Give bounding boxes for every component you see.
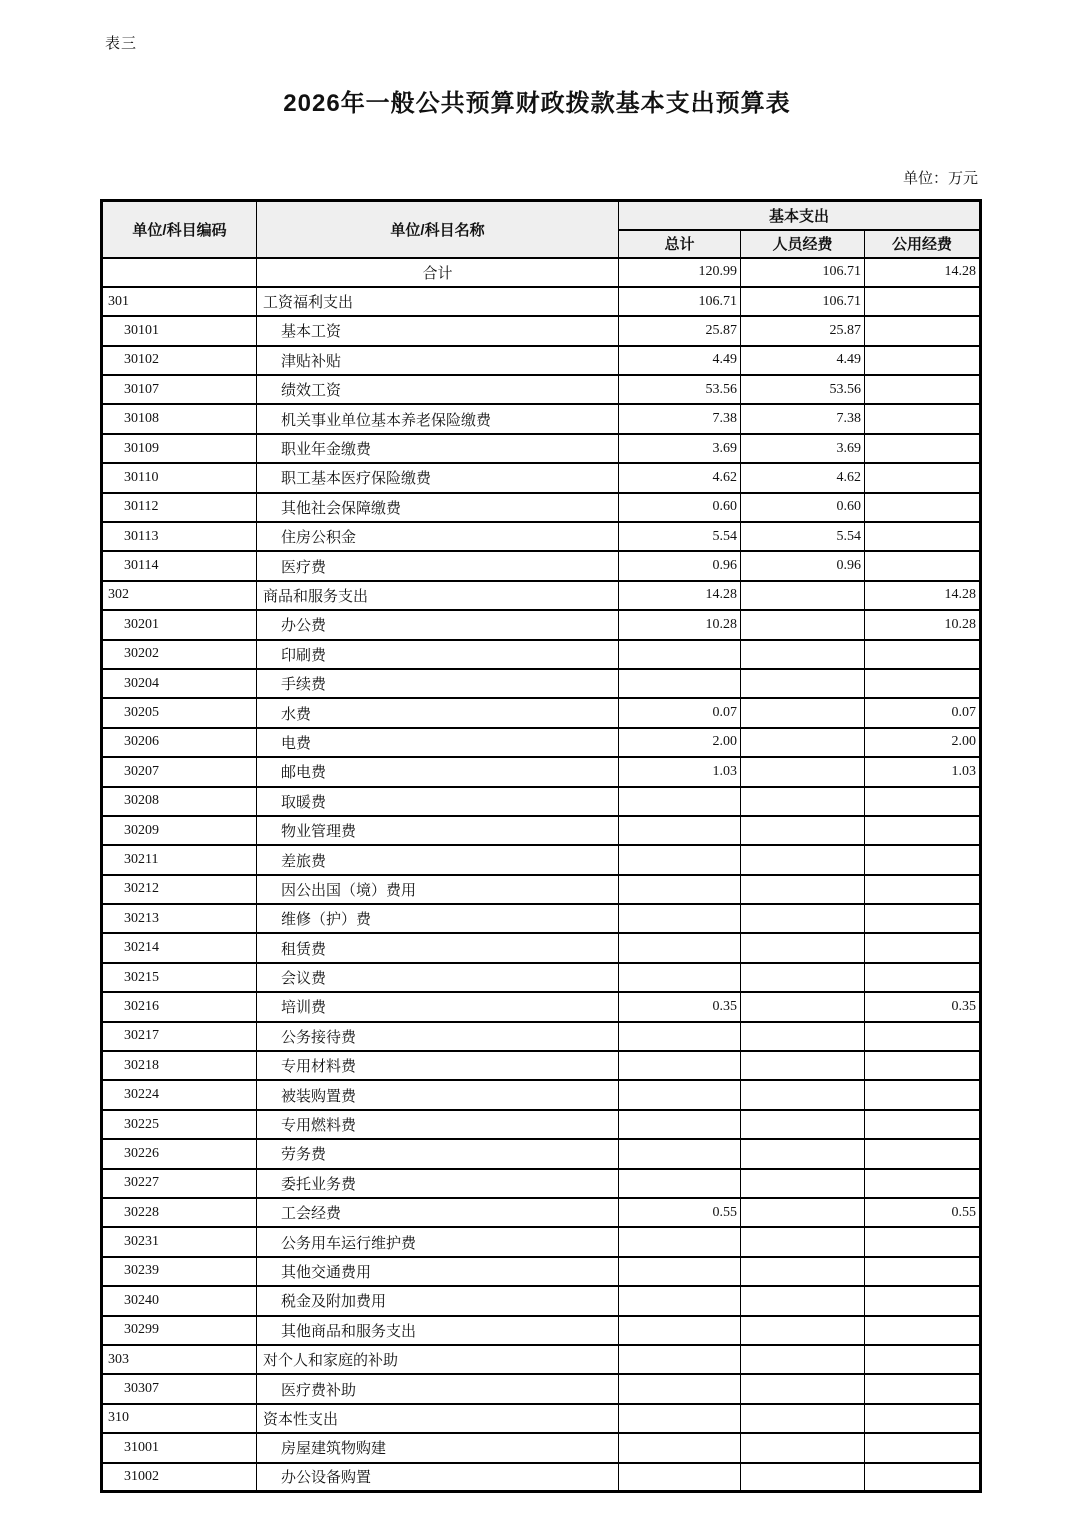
cell-name: 物业管理费 <box>257 816 619 845</box>
cell-personnel <box>741 933 865 962</box>
cell-total <box>619 787 741 816</box>
cell-total <box>619 1227 741 1256</box>
cell-code: 30109 <box>102 434 257 463</box>
cell-total: 4.62 <box>619 463 741 492</box>
cell-public <box>865 346 981 375</box>
cell-name: 职工基本医疗保险缴费 <box>257 463 619 492</box>
table-row <box>102 757 981 786</box>
cell-total <box>619 1374 741 1403</box>
table-row <box>102 904 981 933</box>
cell-code: 30211 <box>102 845 257 874</box>
cell-name: 津贴补贴 <box>257 346 619 375</box>
cell-personnel <box>741 1227 865 1256</box>
page-title: 2026年一般公共预算财政拨款基本支出预算表 <box>283 90 791 117</box>
cell-total: 106.71 <box>619 287 741 316</box>
cell-name: 委托业务费 <box>257 1169 619 1198</box>
table-header <box>102 201 981 258</box>
cell-public <box>865 1110 981 1139</box>
cell-code: 301 <box>102 287 257 316</box>
cell-total <box>619 1169 741 1198</box>
cell-code: 30239 <box>102 1257 257 1286</box>
cell-public <box>865 933 981 962</box>
table-row <box>102 551 981 580</box>
unit-note: 单位：万元 <box>902 171 978 187</box>
cell-code: 30201 <box>102 610 257 639</box>
cell-code: 30202 <box>102 640 257 669</box>
table-row <box>102 1169 981 1198</box>
table-row <box>102 1080 981 1109</box>
cell-personnel <box>741 816 865 845</box>
cell-name: 印刷费 <box>257 640 619 669</box>
budget-table <box>100 199 982 1493</box>
cell-name: 劳务费 <box>257 1139 619 1168</box>
table-row <box>102 816 981 845</box>
table-row <box>102 1051 981 1080</box>
cell-personnel <box>741 640 865 669</box>
cell-code: 30218 <box>102 1051 257 1080</box>
cell-name: 资本性支出 <box>257 1404 619 1433</box>
cell-name: 专用材料费 <box>257 1051 619 1080</box>
cell-total <box>619 1316 741 1345</box>
cell-public <box>865 1257 981 1286</box>
cell-personnel: 0.96 <box>741 551 865 580</box>
cell-personnel <box>741 1345 865 1374</box>
cell-total <box>619 1080 741 1109</box>
cell-name: 因公出国（境）费用 <box>257 875 619 904</box>
table-row <box>102 493 981 522</box>
cell-code: 30209 <box>102 816 257 845</box>
header-group-basic-expenditure: 基本支出 <box>619 201 981 230</box>
cell-total: 4.49 <box>619 346 741 375</box>
cell-name: 对个人和家庭的补助 <box>257 1345 619 1374</box>
cell-name: 维修（护）费 <box>257 904 619 933</box>
cell-personnel: 4.49 <box>741 346 865 375</box>
table-row <box>102 640 981 669</box>
cell-public <box>865 1463 981 1492</box>
table-row <box>102 787 981 816</box>
cell-personnel <box>741 963 865 992</box>
cell-code: 31001 <box>102 1433 257 1462</box>
table-row <box>102 434 981 463</box>
cell-public <box>865 845 981 874</box>
cell-total <box>619 1433 741 1462</box>
cell-code: 30112 <box>102 493 257 522</box>
cell-total: 14.28 <box>619 581 741 610</box>
cell-personnel <box>741 1257 865 1286</box>
cell-public: 10.28 <box>865 610 981 639</box>
cell-name: 差旅费 <box>257 845 619 874</box>
cell-code: 310 <box>102 1404 257 1433</box>
table-row <box>102 1110 981 1139</box>
cell-personnel <box>741 875 865 904</box>
cell-code: 30227 <box>102 1169 257 1198</box>
cell-public <box>865 1169 981 1198</box>
table-row <box>102 1374 981 1403</box>
table-row <box>102 698 981 727</box>
cell-public: 1.03 <box>865 757 981 786</box>
table-row <box>102 1463 981 1492</box>
cell-code: 30216 <box>102 992 257 1021</box>
cell-public <box>865 1139 981 1168</box>
table-row <box>102 728 981 757</box>
cell-total: 0.60 <box>619 493 741 522</box>
cell-total <box>619 845 741 874</box>
table-row <box>102 992 981 1021</box>
cell-code: 30226 <box>102 1139 257 1168</box>
corner-label: 表三 <box>105 36 138 52</box>
cell-code: 30225 <box>102 1110 257 1139</box>
cell-total: 0.96 <box>619 551 741 580</box>
cell-public <box>865 1316 981 1345</box>
header-personnel: 人员经费 <box>741 230 865 258</box>
cell-name: 电费 <box>257 728 619 757</box>
table-row <box>102 1316 981 1345</box>
cell-name: 住房公积金 <box>257 522 619 551</box>
table-row <box>102 463 981 492</box>
cell-public <box>865 1345 981 1374</box>
cell-total <box>619 1110 741 1139</box>
cell-personnel <box>741 1463 865 1492</box>
cell-public <box>865 669 981 698</box>
cell-name: 机关事业单位基本养老保险缴费 <box>257 404 619 433</box>
cell-code: 30208 <box>102 787 257 816</box>
table-body <box>102 258 981 1492</box>
cell-personnel: 3.69 <box>741 434 865 463</box>
cell-public <box>865 404 981 433</box>
table-row <box>102 1139 981 1168</box>
table-row <box>102 316 981 345</box>
cell-name: 商品和服务支出 <box>257 581 619 610</box>
cell-name: 医疗费 <box>257 551 619 580</box>
header-name: 单位/科目名称 <box>257 201 619 258</box>
header-row-top <box>102 201 981 230</box>
cell-total: 7.38 <box>619 404 741 433</box>
cell-name: 基本工资 <box>257 316 619 345</box>
cell-total: 3.69 <box>619 434 741 463</box>
cell-personnel <box>741 787 865 816</box>
cell-personnel: 106.71 <box>741 287 865 316</box>
cell-public <box>865 1227 981 1256</box>
cell-personnel <box>741 1110 865 1139</box>
cell-name: 培训费 <box>257 992 619 1021</box>
cell-name: 专用燃料费 <box>257 1110 619 1139</box>
cell-public <box>865 963 981 992</box>
cell-total: 53.56 <box>619 375 741 404</box>
cell-name: 绩效工资 <box>257 375 619 404</box>
cell-name: 合计 <box>257 258 619 287</box>
table-row <box>102 522 981 551</box>
cell-public <box>865 1080 981 1109</box>
cell-personnel: 25.87 <box>741 316 865 345</box>
cell-public <box>865 434 981 463</box>
cell-code: 30108 <box>102 404 257 433</box>
table-row <box>102 1198 981 1227</box>
cell-code: 30114 <box>102 551 257 580</box>
cell-total <box>619 875 741 904</box>
table-row <box>102 581 981 610</box>
cell-code: 30240 <box>102 1286 257 1315</box>
cell-code: 302 <box>102 581 257 610</box>
cell-personnel: 4.62 <box>741 463 865 492</box>
header-public: 公用经费 <box>865 230 981 258</box>
cell-code: 30224 <box>102 1080 257 1109</box>
cell-name: 公务用车运行维护费 <box>257 1227 619 1256</box>
cell-total <box>619 1463 741 1492</box>
table-row <box>102 875 981 904</box>
table-row <box>102 963 981 992</box>
cell-personnel <box>741 1169 865 1198</box>
cell-code: 30212 <box>102 875 257 904</box>
cell-code: 30231 <box>102 1227 257 1256</box>
cell-code: 30110 <box>102 463 257 492</box>
cell-public <box>865 640 981 669</box>
cell-code: 30107 <box>102 375 257 404</box>
cell-total <box>619 640 741 669</box>
cell-personnel <box>741 728 865 757</box>
cell-personnel: 106.71 <box>741 258 865 287</box>
cell-name: 取暖费 <box>257 787 619 816</box>
cell-name: 办公费 <box>257 610 619 639</box>
cell-total <box>619 1345 741 1374</box>
table-row <box>102 1257 981 1286</box>
table-row <box>102 1227 981 1256</box>
cell-total <box>619 904 741 933</box>
cell-public <box>865 1051 981 1080</box>
cell-personnel <box>741 1051 865 1080</box>
cell-public <box>865 787 981 816</box>
cell-public <box>865 1433 981 1462</box>
cell-total <box>619 1051 741 1080</box>
cell-public <box>865 375 981 404</box>
table-row <box>102 375 981 404</box>
cell-public <box>865 493 981 522</box>
cell-code: 30215 <box>102 963 257 992</box>
cell-code: 30204 <box>102 669 257 698</box>
cell-personnel <box>741 1433 865 1462</box>
table-row <box>102 845 981 874</box>
cell-code: 30205 <box>102 698 257 727</box>
cell-personnel <box>741 610 865 639</box>
cell-total <box>619 1257 741 1286</box>
table-row <box>102 669 981 698</box>
cell-total: 120.99 <box>619 258 741 287</box>
cell-total: 10.28 <box>619 610 741 639</box>
cell-code: 30228 <box>102 1198 257 1227</box>
cell-public <box>865 816 981 845</box>
cell-code: 30217 <box>102 1022 257 1051</box>
cell-public: 2.00 <box>865 728 981 757</box>
cell-code <box>102 258 257 287</box>
table-row <box>102 1022 981 1051</box>
cell-total: 5.54 <box>619 522 741 551</box>
cell-personnel <box>741 1404 865 1433</box>
cell-total <box>619 816 741 845</box>
cell-public <box>865 875 981 904</box>
cell-public <box>865 522 981 551</box>
cell-personnel <box>741 757 865 786</box>
cell-public <box>865 551 981 580</box>
cell-personnel <box>741 1286 865 1315</box>
cell-personnel <box>741 904 865 933</box>
cell-name: 公务接待费 <box>257 1022 619 1051</box>
cell-total: 1.03 <box>619 757 741 786</box>
cell-name: 手续费 <box>257 669 619 698</box>
cell-name: 邮电费 <box>257 757 619 786</box>
cell-name: 税金及附加费用 <box>257 1286 619 1315</box>
cell-public <box>865 287 981 316</box>
cell-personnel <box>741 669 865 698</box>
cell-personnel <box>741 1198 865 1227</box>
cell-total <box>619 963 741 992</box>
cell-code: 30206 <box>102 728 257 757</box>
cell-name: 租赁费 <box>257 933 619 962</box>
table-row <box>102 610 981 639</box>
cell-personnel <box>741 992 865 1021</box>
table-row <box>102 1404 981 1433</box>
cell-personnel: 7.38 <box>741 404 865 433</box>
cell-code: 303 <box>102 1345 257 1374</box>
cell-code: 30214 <box>102 933 257 962</box>
table-row <box>102 933 981 962</box>
header-total: 总计 <box>619 230 741 258</box>
cell-name: 会议费 <box>257 963 619 992</box>
cell-name: 办公设备购置 <box>257 1463 619 1492</box>
cell-name: 其他商品和服务支出 <box>257 1316 619 1345</box>
cell-personnel <box>741 1022 865 1051</box>
cell-name: 其他交通费用 <box>257 1257 619 1286</box>
cell-code: 31002 <box>102 1463 257 1492</box>
table-row <box>102 346 981 375</box>
cell-public: 0.55 <box>865 1198 981 1227</box>
cell-total: 25.87 <box>619 316 741 345</box>
cell-public <box>865 316 981 345</box>
cell-personnel <box>741 1374 865 1403</box>
cell-personnel: 0.60 <box>741 493 865 522</box>
cell-total <box>619 1139 741 1168</box>
cell-public <box>865 1022 981 1051</box>
cell-name: 水费 <box>257 698 619 727</box>
cell-total <box>619 1404 741 1433</box>
cell-total <box>619 669 741 698</box>
cell-personnel <box>741 1316 865 1345</box>
cell-total <box>619 933 741 962</box>
cell-name: 被装购置费 <box>257 1080 619 1109</box>
cell-personnel: 53.56 <box>741 375 865 404</box>
cell-code: 30299 <box>102 1316 257 1345</box>
cell-public <box>865 463 981 492</box>
header-code: 单位/科目编码 <box>102 201 257 258</box>
cell-total: 2.00 <box>619 728 741 757</box>
cell-total: 0.55 <box>619 1198 741 1227</box>
table-row <box>102 1286 981 1315</box>
cell-code: 30213 <box>102 904 257 933</box>
table-row <box>102 287 981 316</box>
cell-public <box>865 1286 981 1315</box>
cell-name: 工会经费 <box>257 1198 619 1227</box>
cell-name: 其他社会保障缴费 <box>257 493 619 522</box>
cell-public: 14.28 <box>865 258 981 287</box>
cell-personnel <box>741 698 865 727</box>
cell-name: 房屋建筑物购建 <box>257 1433 619 1462</box>
cell-code: 30102 <box>102 346 257 375</box>
cell-code: 30307 <box>102 1374 257 1403</box>
cell-public <box>865 1374 981 1403</box>
table-row <box>102 404 981 433</box>
cell-public <box>865 904 981 933</box>
cell-personnel <box>741 845 865 874</box>
cell-code: 30113 <box>102 522 257 551</box>
cell-public: 0.07 <box>865 698 981 727</box>
cell-total: 0.07 <box>619 698 741 727</box>
cell-personnel <box>741 1080 865 1109</box>
table-row <box>102 1433 981 1462</box>
cell-personnel: 5.54 <box>741 522 865 551</box>
cell-personnel <box>741 1139 865 1168</box>
cell-name: 工资福利支出 <box>257 287 619 316</box>
cell-total: 0.35 <box>619 992 741 1021</box>
cell-public: 0.35 <box>865 992 981 1021</box>
cell-total <box>619 1286 741 1315</box>
cell-public: 14.28 <box>865 581 981 610</box>
cell-personnel <box>741 581 865 610</box>
cell-code: 30101 <box>102 316 257 345</box>
cell-public <box>865 1404 981 1433</box>
cell-name: 医疗费补助 <box>257 1374 619 1403</box>
table-row <box>102 1345 981 1374</box>
cell-total <box>619 1022 741 1051</box>
table-row <box>102 258 981 287</box>
cell-code: 30207 <box>102 757 257 786</box>
cell-name: 职业年金缴费 <box>257 434 619 463</box>
